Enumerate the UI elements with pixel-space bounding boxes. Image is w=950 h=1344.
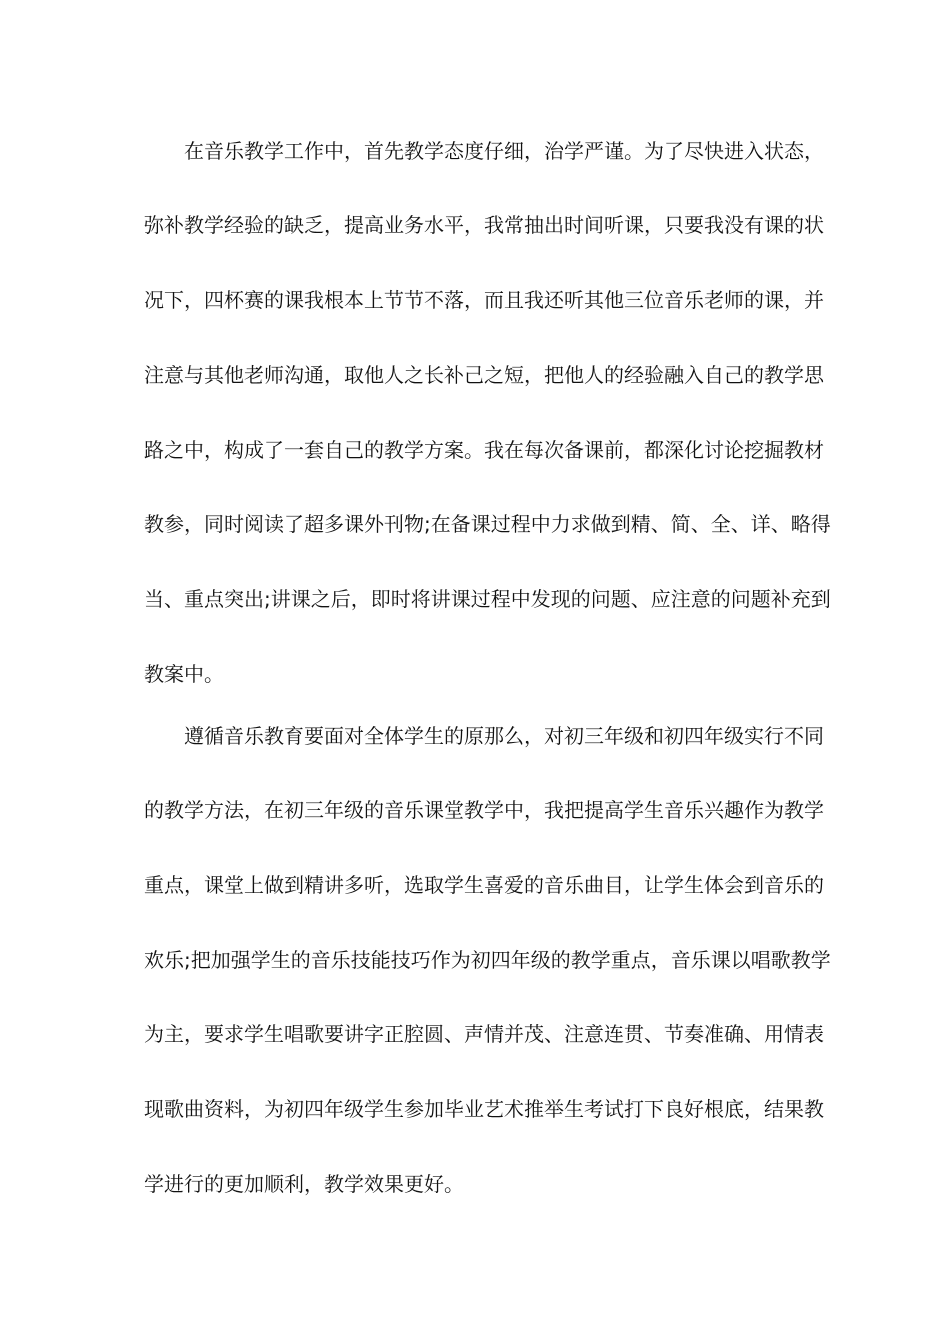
paragraph-2-line-6: 现歌曲资料，为初四年级学生参加毕业艺术推举生考试打下良好根底，结果教 (144, 1097, 824, 1121)
paragraph-2-line-3: 重点，课堂上做到精讲多听，选取学生喜爱的音乐曲目，让学生体会到音乐的 (144, 873, 824, 897)
paragraph-2-line-5: 为主，要求学生唱歌要讲字正腔圆、声情并茂、注意连贯、节奏准确、用情表 (144, 1022, 824, 1046)
paragraph-1-line-4: 注意与其他老师沟通，取他人之长补己之短，把他人的经验融入自己的教学思 (144, 363, 824, 387)
paragraph-1-line-1: 在音乐教学工作中，首先教学态度仔细，治学严谨。为了尽快进入状态， (184, 139, 824, 163)
paragraph-1-line-6: 教参，同时阅读了超多课外刊物;在备课过程中力求做到精、简、全、详、略得 (144, 512, 831, 536)
paragraph-1-line-2: 弥补教学经验的缺乏，提高业务水平，我常抽出时间听课，只要我没有课的状 (144, 213, 824, 237)
paragraph-2-line-1: 遵循音乐教育要面对全体学生的原那么，对初三年级和初四年级实行不同 (184, 724, 824, 748)
paragraph-1-line-7: 当、重点突出;讲课之后，即时将讲课过程中发现的问题、应注意的问题补充到 (144, 587, 831, 611)
paragraph-2-line-4: 欢乐;把加强学生的音乐技能技巧作为初四年级的教学重点，音乐课以唱歌教学 (144, 948, 831, 972)
paragraph-1-line-3: 况下，四杯赛的课我根本上节节不落，而且我还听其他三位音乐老师的课，并 (144, 288, 824, 312)
paragraph-1-line-8: 教案中。 (144, 662, 224, 686)
paragraph-2-line-2: 的教学方法，在初三年级的音乐课堂教学中，我把提高学生音乐兴趣作为教学 (144, 798, 824, 822)
paragraph-2-line-7: 学进行的更加顺利，教学效果更好。 (144, 1172, 464, 1196)
paragraph-1-line-5: 路之中，构成了一套自己的教学方案。我在每次备课前，都深化讨论挖掘教材 (144, 438, 824, 462)
